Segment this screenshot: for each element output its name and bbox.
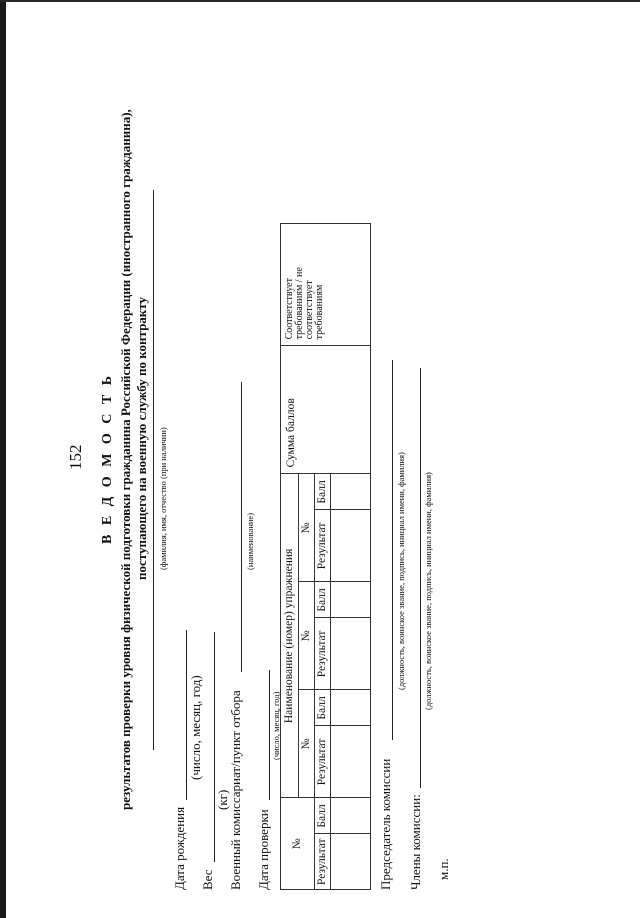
result-header: Результат — [315, 510, 331, 582]
table-cell-empty — [331, 618, 371, 690]
result-header: Результат — [315, 618, 331, 690]
exercise-group-header: Наименование (номер) упражнения — [281, 474, 299, 798]
sum-header: Сумма баллов — [281, 346, 371, 474]
scan-edge-top — [0, 0, 640, 2]
weight-label: Вес — [200, 869, 215, 890]
birth-date-line — [186, 630, 187, 800]
table-cell-empty — [331, 582, 371, 618]
table-cell-empty — [331, 690, 371, 726]
full-name-line — [153, 190, 154, 750]
table-cell-empty — [331, 726, 371, 798]
results-table — [280, 223, 371, 890]
rotated-form — [60, 40, 450, 900]
members-caption: (должность, воинское звание, подпись, инициал имени, фамилия) — [423, 472, 433, 710]
check-date-line — [269, 670, 270, 800]
stamp-mark: м.п. — [436, 858, 451, 880]
score-header: Балл — [315, 582, 331, 618]
exercise-number-2: № — [299, 582, 315, 690]
members-label: Члены комиссии: — [408, 794, 423, 890]
score-header: Балл — [315, 474, 331, 510]
chairman-label: Председатель комиссии — [378, 758, 393, 890]
score-header: Балл — [315, 690, 331, 726]
table-cell-empty — [331, 834, 371, 890]
document-subtitle-line1: результатов проверки уровня физической подготовки гражданина Российской Федерации (иностранного гражданина), — [118, 109, 133, 810]
commissariat-line — [241, 382, 242, 672]
table-cell-empty — [331, 798, 371, 834]
check-date-label: Дата проверки — [256, 809, 271, 890]
result-header: Результат — [315, 726, 331, 798]
conformity-header: Соответствует требованиям / не соответствует требованиям — [281, 224, 371, 346]
members-line — [420, 368, 421, 788]
commissariat-label: Военный комиссариат/пункт отбора — [228, 690, 243, 890]
weight-line — [214, 632, 215, 862]
table-row-group — [281, 224, 299, 890]
score-header: Балл — [315, 798, 331, 834]
commissariat-caption: (наименование) — [245, 512, 255, 570]
birth-date-label: Дата рождения — [172, 806, 187, 890]
check-date-caption: (число, месяц, год) — [271, 691, 281, 760]
number-header: № — [281, 798, 315, 890]
scan-edge-left — [0, 0, 6, 918]
document-title: В Е Д О М О С Т Ь — [100, 372, 115, 544]
result-header: Результат — [315, 834, 331, 890]
page-number: 152 — [66, 444, 85, 470]
table-cell-empty — [331, 510, 371, 582]
exercise-number-3: № — [299, 474, 315, 582]
document-subtitle-line2: поступающего на военную службу по контракту — [134, 296, 149, 580]
table-cell-empty — [331, 474, 371, 510]
chairman-line — [392, 360, 393, 740]
birth-date-caption: (число, месяц, год) — [188, 675, 203, 780]
chairman-caption: (должность, воинское звание, подпись, инициал имени, фамилия) — [396, 452, 406, 690]
full-name-caption: (фамилия, имя, отчество (при наличии) — [158, 427, 168, 570]
weight-caption: (кг) — [215, 789, 230, 810]
exercise-number-1: № — [299, 690, 315, 798]
